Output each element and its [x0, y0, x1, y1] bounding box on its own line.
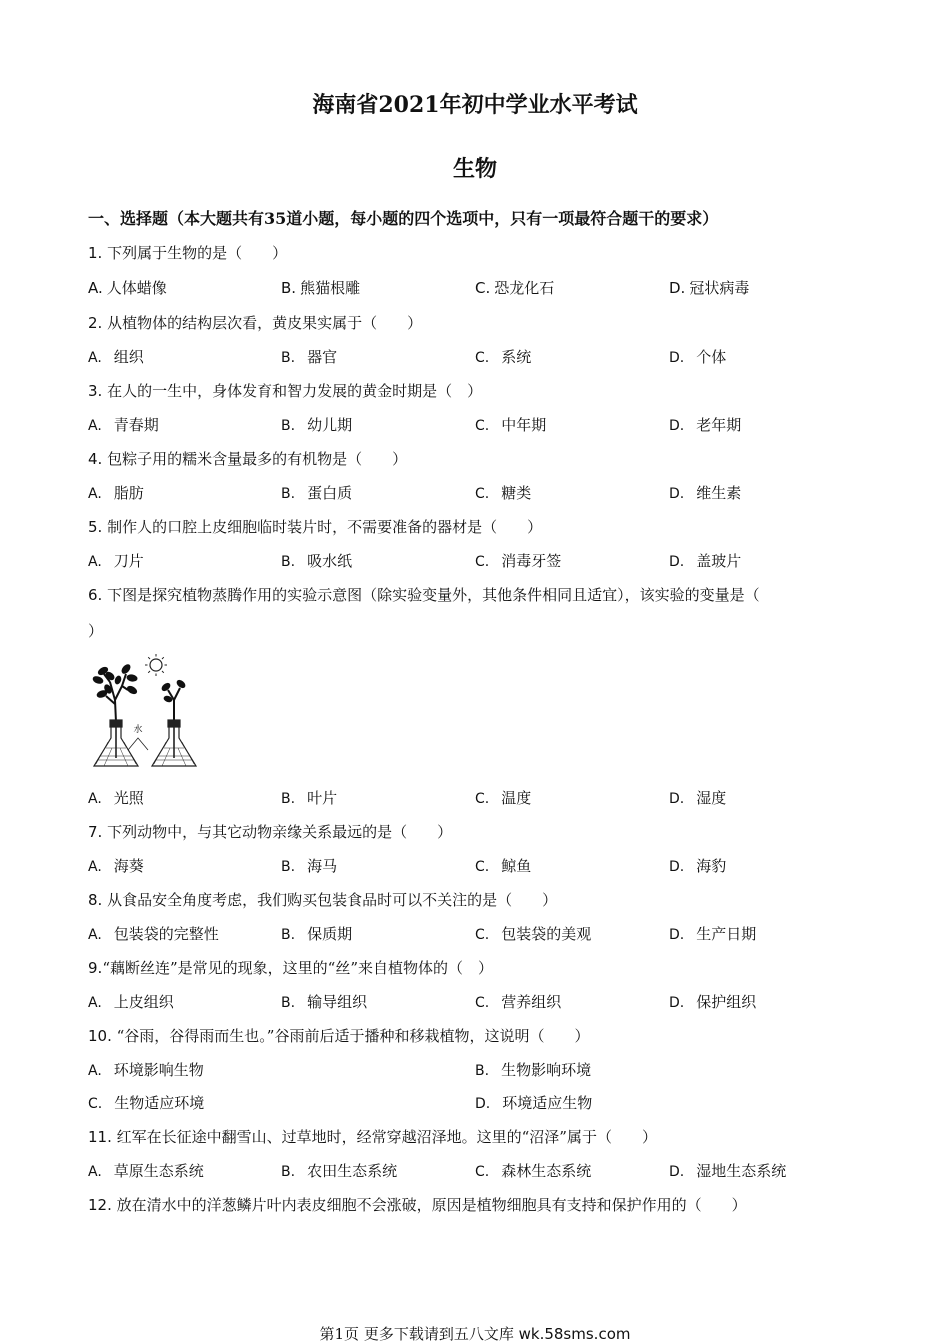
option-5c: C. 消毒牙签 — [475, 552, 562, 570]
sun-icon — [145, 654, 167, 676]
water-label-leader — [128, 738, 148, 750]
option-10b: B. 生物影响环境 — [475, 1061, 592, 1079]
option-5b: B. 吸水纸 — [281, 552, 353, 570]
question-12: 12. 放在清水中的洋葱鳞片叶内表皮细胞不会涨破，原因是植物细胞具有支持和保护作用的（ ） — [88, 1196, 747, 1214]
question-1: 1. 下列属于生物的是（ ） — [88, 244, 288, 262]
option-2c: C. 系统 — [475, 348, 532, 366]
question-4: 4. 包粽子用的糯米含量最多的有机物是（ ） — [88, 450, 408, 468]
option-6a: A. 光照 — [88, 789, 144, 807]
option-7b: B. 海马 — [281, 857, 338, 875]
option-11a: A. 草原生态系统 — [88, 1162, 204, 1180]
option-9b: B. 输导组织 — [281, 993, 368, 1011]
option-9a: A. 上皮组织 — [88, 993, 174, 1011]
option-1c: C. 恐龙化石 — [475, 279, 555, 297]
question-11: 11. 红军在长征途中翻雪山、过草地时，经常穿越沼泽地。这里的“沼泽”属于（ ） — [88, 1128, 657, 1146]
right-flask — [152, 720, 196, 766]
option-6c: C. 温度 — [475, 789, 532, 807]
option-3b: B. 幼儿期 — [281, 416, 353, 434]
question-8: 8. 从食品安全角度考虑，我们购买包装食品时可以不关注的是（ ） — [88, 891, 558, 909]
option-8b: B. 保质期 — [281, 925, 353, 943]
footer-site-link[interactable]: wk.58sms.com — [518, 1325, 631, 1343]
option-4b: B. 蛋白质 — [281, 484, 353, 502]
option-3a: A. 青春期 — [88, 416, 159, 434]
option-1a: A. 人体蜡像 — [88, 279, 167, 297]
option-10c: C. 生物适应环境 — [88, 1094, 205, 1112]
option-2a: A. 组织 — [88, 348, 144, 366]
option-6d: D. 湿度 — [669, 789, 727, 807]
page-footer — [0, 1323, 950, 1344]
option-9c: C. 营养组织 — [475, 993, 562, 1011]
water-label: 水 — [133, 725, 143, 735]
option-7a: A. 海葵 — [88, 857, 144, 875]
option-7c: C. 鲸鱼 — [475, 857, 532, 875]
plant-few-leaves — [161, 679, 186, 722]
transpiration-experiment-figure — [88, 652, 238, 776]
option-1d: D. 冠状病毒 — [669, 279, 750, 297]
question-9: 9.“藕断丝连”是常见的现象，这里的“丝”来自植物体的（ ） — [88, 959, 493, 977]
option-11d: D. 湿地生态系统 — [669, 1162, 787, 1180]
option-8d: D. 生产日期 — [669, 925, 757, 943]
option-11b: B. 农田生态系统 — [281, 1162, 398, 1180]
section-title: 一、选择题（本大题共有35道小题，每小题的四个选项中，只有一项最符合题干的要求） — [88, 209, 719, 228]
question-2: 2. 从植物体的结构层次看，黄皮果实属于（ ） — [88, 314, 423, 332]
footer-text: 更多下载请到五八文库 — [363, 1325, 514, 1343]
question-7: 7. 下列动物中，与其它动物亲缘关系最远的是（ ） — [88, 823, 453, 841]
page-subtitle: 生物 — [452, 156, 497, 182]
option-10d: D. 环境适应生物 — [475, 1094, 593, 1112]
option-3d: D. 老年期 — [669, 416, 742, 434]
option-9d: D. 保护组织 — [669, 993, 757, 1011]
option-10a: A. 环境影响生物 — [88, 1061, 204, 1079]
option-4d: D. 维生素 — [669, 484, 742, 502]
footer-page-number: 第1页 — [319, 1325, 360, 1343]
option-4c: C. 糖类 — [475, 484, 532, 502]
option-2b: B. 器官 — [281, 348, 338, 366]
left-flask — [94, 720, 138, 766]
page-title: 海南省2021年初中学业水平考试 — [312, 92, 638, 118]
option-8a: A. 包装袋的完整性 — [88, 925, 219, 943]
option-5d: D. 盖玻片 — [669, 552, 742, 570]
question-6-cont: ） — [88, 622, 104, 640]
option-11c: C. 森林生态系统 — [475, 1162, 592, 1180]
question-3: 3. 在人的一生中，身体发育和智力发展的黄金时期是（ ） — [88, 382, 483, 400]
option-3c: C. 中年期 — [475, 416, 547, 434]
plant-with-leaves — [92, 663, 138, 722]
question-5: 5. 制作人的口腔上皮细胞临时装片时，不需要准备的器材是（ ） — [88, 518, 543, 536]
question-10: 10. “谷雨，谷得雨而生也。”谷雨前后适于播种和移栽植物，这说明（ ） — [88, 1027, 590, 1045]
option-4a: A. 脂肪 — [88, 484, 144, 502]
option-7d: D. 海豹 — [669, 857, 727, 875]
question-6: 6. 下图是探究植物蒸腾作用的实验示意图（除实验变量外，其他条件相同且适宜），该实验的变量是（ — [88, 586, 760, 604]
option-1b: B. 熊猫根雕 — [281, 279, 361, 297]
option-8c: C. 包装袋的美观 — [475, 925, 592, 943]
option-6b: B. 叶片 — [281, 789, 338, 807]
option-2d: D. 个体 — [669, 348, 727, 366]
option-5a: A. 刀片 — [88, 552, 144, 570]
